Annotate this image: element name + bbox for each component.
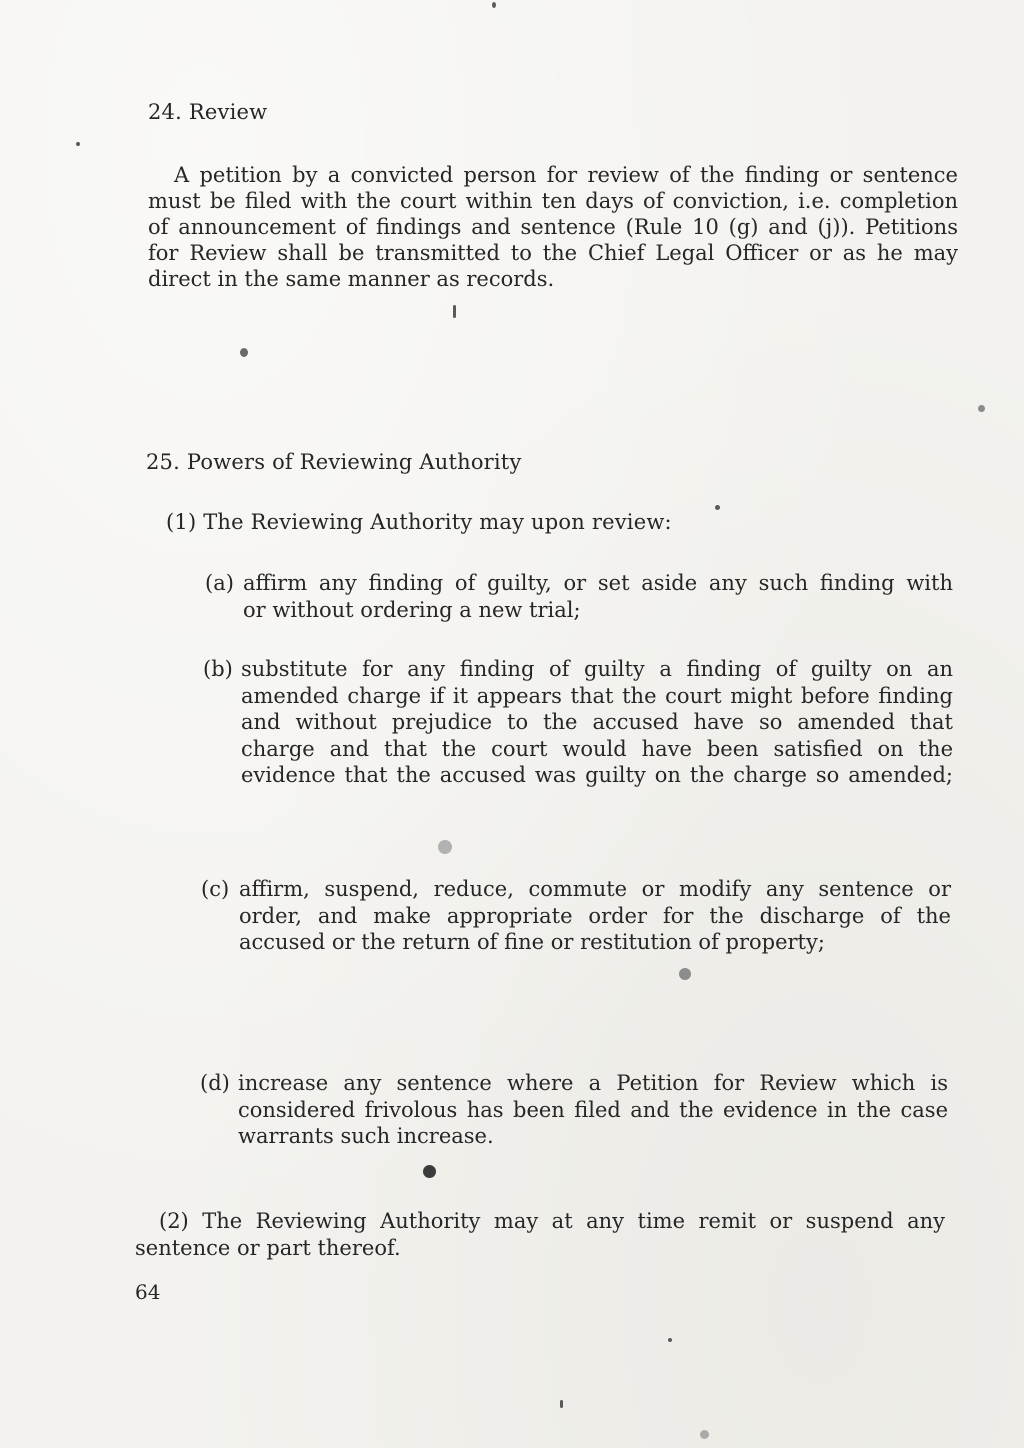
item-label: (a) (205, 571, 234, 595)
list-item-c (201, 876, 951, 966)
paragraph-line: must be filed with the court within ten days of conviction, i.e. completion (148, 189, 958, 213)
scan-speck (76, 142, 80, 146)
scan-speck (715, 505, 720, 510)
paragraph-line: of announcement of findings and sentence (Rule 10 (g) and (j)). Petitions (148, 215, 958, 239)
paragraph-line: (2) The Reviewing Authority may at any time remit or suspend any (159, 1209, 945, 1233)
scan-speck (679, 968, 691, 980)
list-item-b (203, 656, 953, 796)
item-line: increase any sentence where a Petition for Review which is (238, 1071, 948, 1095)
item-line: or without ordering a new trial; (243, 597, 581, 622)
section-25-heading: 25. Powers of Reviewing Authority (146, 450, 522, 474)
item-line: evidence that the accused was guilty on the charge so amended; (241, 763, 953, 787)
scan-speck (423, 1165, 436, 1178)
item-label: (c) (201, 877, 230, 901)
scan-speck (560, 1400, 563, 1408)
section-24-paragraph (148, 162, 958, 292)
item-line: amended charge if it appears that the court might before finding (241, 683, 953, 708)
item-line: affirm any finding of guilty, or set aside any such finding with (243, 571, 953, 595)
item-line: substitute for any finding of guilty a finding of guilty on an (241, 657, 953, 681)
scan-speck (438, 840, 452, 854)
scan-speck (240, 348, 248, 357)
scan-speck (700, 1430, 709, 1439)
page-number: 64 (135, 1280, 161, 1304)
item-line: and without prejudice to the accused have so amended that (241, 710, 953, 734)
paragraph-line: for Review shall be transmitted to the Chief Legal Officer or as he may (148, 241, 958, 265)
item-line: order, and make appropriate order for the discharge of the (239, 903, 951, 928)
list-item-d (200, 1070, 948, 1160)
scan-speck (453, 305, 456, 318)
scan-speck (978, 405, 985, 412)
scan-speck (492, 2, 496, 8)
item-label: (d) (200, 1071, 230, 1095)
subsection-2-paragraph (135, 1208, 945, 1262)
list-item-a (205, 570, 953, 630)
item-line: considered frivolous has been filed and the evidence in the case (238, 1097, 948, 1122)
item-label: (b) (203, 657, 233, 681)
item-line: charge and that the court would have been satisfied on the (241, 736, 953, 761)
section-24-heading: 24. Review (148, 100, 268, 124)
scan-speck (668, 1338, 672, 1342)
item-line: warrants such increase. (238, 1124, 494, 1148)
paragraph-line: direct in the same manner as records. (148, 267, 555, 291)
paragraph-line: sentence or part thereof. (135, 1236, 401, 1260)
subsection-1-intro: (1) The Reviewing Authority may upon review: (166, 510, 672, 534)
paragraph-line: A petition by a convicted person for review of the finding or sentence (174, 163, 958, 187)
item-line: accused or the return of fine or restitution of property; (239, 930, 825, 954)
item-line: affirm, suspend, reduce, commute or modify any sentence or (239, 877, 951, 901)
